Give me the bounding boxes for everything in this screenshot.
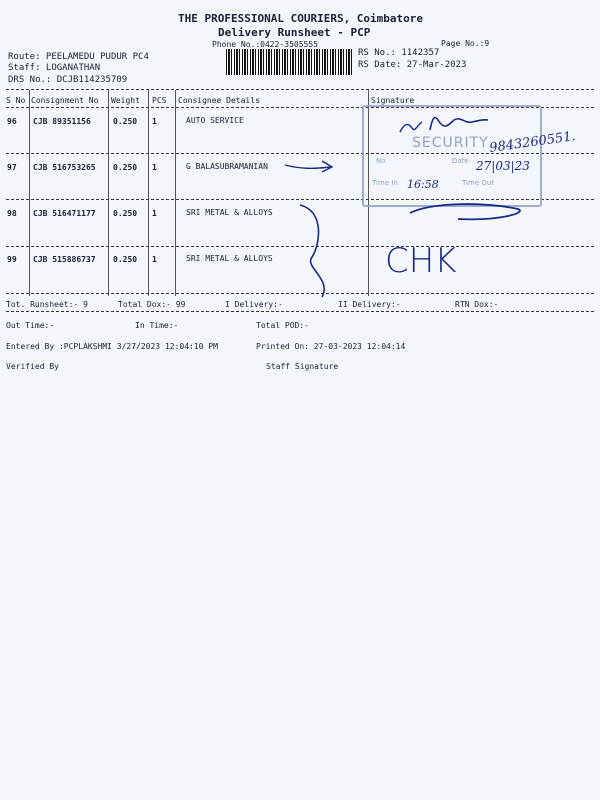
col-header-consignment: Consignment No — [31, 96, 99, 105]
handwritten-date: 27|03|23 — [476, 159, 530, 173]
total-pod: Total POD:- — [256, 321, 309, 330]
staff-signature: Staff Signature — [266, 362, 339, 371]
ii-delivery: II Delivery:- — [338, 300, 401, 309]
row-consignment: CJB 516471177 — [33, 209, 96, 218]
row-weight: 0.250 — [113, 209, 138, 218]
page-number: Page No.:9 — [441, 39, 490, 48]
document-title: Delivery Runsheet - PCP — [218, 26, 371, 39]
row-pcs: 1 — [152, 209, 157, 218]
row-pcs: 1 — [152, 255, 157, 264]
col-header-sno: S No — [6, 96, 26, 105]
arrow-mark — [285, 161, 332, 172]
company-name: THE PROFESSIONAL COURIERS, Coimbatore — [178, 12, 424, 25]
divider — [6, 311, 594, 312]
entered-by: Entered By :PCPLAKSHMI 3/27/2023 12:04:10 PM — [6, 342, 218, 351]
row-consignee: G BALASUBRAMANIAN — [186, 162, 268, 171]
verified-by: Verified By — [6, 362, 59, 371]
stamp-time-out: Time Out — [462, 179, 495, 187]
handwritten-initials: CHK — [385, 241, 457, 281]
tot-runsheet: Tot. Runsheet:- 9 — [6, 300, 88, 309]
handwritten-phone: 9843260551. — [488, 129, 577, 156]
row-pcs: 1 — [152, 117, 157, 126]
stamp-security: SECURITY — [412, 135, 489, 151]
signature-scribble — [400, 122, 422, 132]
drs-number: DRS No.: DCJB114235709 — [8, 75, 128, 85]
handwritten-time: 16:58 — [407, 178, 439, 191]
row-sno: 96 — [7, 117, 17, 126]
row-sno: 97 — [7, 163, 17, 172]
printed-on: Printed On: 27-03-2023 12:04:14 — [256, 342, 406, 351]
row-consignment: CJB 515886737 — [33, 255, 96, 264]
row-sno: 99 — [7, 255, 17, 264]
stamp-time-in: Time In — [372, 179, 398, 187]
row-consignee: SRI METAL & ALLOYS — [186, 254, 273, 263]
rtn-dox: RTN Dox:- — [455, 300, 499, 309]
rs-number: RS No.: 1142357 — [358, 48, 440, 58]
i-delivery: I Delivery:- — [225, 300, 283, 309]
bracket-mark — [300, 205, 324, 297]
col-header-pcs: PCS — [152, 96, 167, 105]
route-label: Route: PEELAMEDU PUDUR PC4 — [8, 52, 149, 62]
rs-date: RS Date: 27-Mar-2023 — [358, 60, 467, 70]
staff-label: Staff: LOGANATHAN — [8, 63, 101, 73]
total-dox: Total Dox:- 99 — [118, 300, 186, 309]
in-time: In Time:- — [135, 321, 179, 330]
signature-scribble — [410, 204, 520, 219]
row-weight: 0.250 — [113, 163, 138, 172]
row-weight: 0.250 — [113, 117, 138, 126]
row-sno: 98 — [7, 209, 17, 218]
col-header-consignee: Consignee Details — [178, 96, 260, 105]
row-pcs: 1 — [152, 163, 157, 172]
col-header-signature: Signature — [371, 96, 415, 105]
row-consignee: AUTO SERVICE — [186, 116, 244, 125]
stamp-no: No — [376, 157, 386, 165]
row-weight: 0.250 — [113, 255, 138, 264]
stamp-date: Date — [452, 157, 469, 165]
row-consignment: CJB 89351156 — [33, 117, 91, 126]
phone-number: Phone No.:0422-3505555 — [212, 40, 318, 49]
row-consignment: CJB 516753265 — [33, 163, 96, 172]
signature-scribble — [430, 118, 488, 130]
out-time: Out Time:- — [6, 321, 55, 330]
row-consignee: SRI METAL & ALLOYS — [186, 208, 273, 217]
col-header-weight: Weight — [111, 96, 140, 105]
